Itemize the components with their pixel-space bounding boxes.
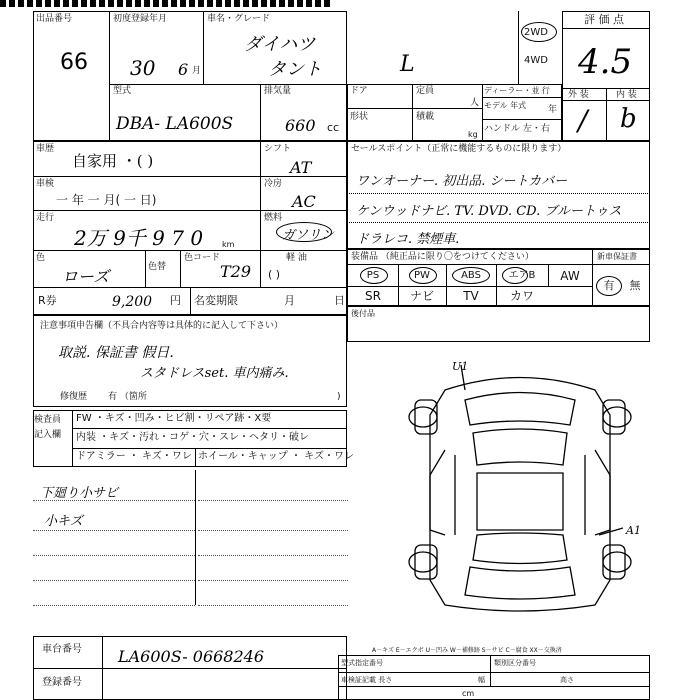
light-oil-label: 軽 油 [286, 253, 307, 263]
color-code-label: 色コード [184, 253, 221, 263]
shift-label: シフト [264, 144, 292, 154]
warranty-label: 新車保証書 [597, 252, 637, 261]
sales-line2: ケンウッドナビ. TV. DVD. CD. ブルートゥス [356, 204, 622, 219]
interior-value: b [620, 104, 637, 134]
inspection-value: 一 年 一 月( 一 日) [56, 193, 157, 207]
equip-tv: TV [463, 289, 479, 303]
inspection-label: 車検 [36, 179, 55, 189]
inspector-label2: 記入欄 [34, 430, 62, 440]
score-label: 評 価 点 [584, 13, 624, 26]
equipment-label: 装備品 （純正品に限り〇をつけてください） [351, 252, 534, 262]
aftermarket-label: 後付品 [351, 309, 375, 318]
light-oil-value: ( ) [268, 268, 281, 281]
interior-label: 内 装 [616, 90, 637, 100]
mileage-value: 2万 9千 9 7 0 [74, 226, 204, 250]
equip-abs: ABS [461, 270, 481, 281]
repair-close: ) [337, 392, 341, 402]
color-change-label: 色替 [148, 262, 167, 272]
capacity-unit: 人 [470, 98, 480, 108]
equip-leather: カワ [509, 289, 534, 303]
chassis-value: LA600S- 0668246 [118, 647, 265, 666]
diagram-mark-top: U1 [452, 360, 469, 373]
repair-value: 有 （箇所 [108, 392, 147, 402]
model-year-label: モデル 年式 [484, 101, 527, 110]
ac-label: 冷房 [264, 179, 283, 189]
height-label: 高さ [560, 676, 574, 684]
notes-line1: 取説. 保証書 假日. [58, 345, 174, 361]
inspector-label1: 検査員 [34, 415, 62, 425]
model-year-unit: 年 [548, 105, 558, 115]
color-value: ローズ [62, 267, 110, 286]
expiry-month: 月 [284, 294, 295, 307]
drive-2wd: 2WD [524, 27, 548, 38]
maker-value: ダイハツ [244, 34, 316, 55]
lot-label: 出品番号 [36, 14, 73, 24]
chassis-label: 車台番号 [42, 644, 82, 655]
capacity-label: 定員 [416, 86, 435, 96]
recycle-label: R券 [38, 294, 57, 307]
recycle-value: 9,200 [112, 294, 153, 310]
load-label: 積載 [416, 112, 435, 122]
repair-label: 修復歴 [60, 392, 88, 402]
expiry-day: 日 [334, 294, 345, 307]
km-unit: km [222, 240, 235, 249]
equip-sr: SR [365, 289, 381, 303]
drive-4wd: 4WD [524, 55, 548, 66]
month-unit: 月 [192, 66, 202, 76]
fuel-value: ガソリン [282, 228, 335, 243]
exterior-value: / [578, 104, 588, 137]
mileage-label: 走行 [36, 213, 55, 223]
fuel-label: 燃料 [264, 213, 283, 223]
door-label: ドア [350, 86, 368, 96]
first-reg-label: 初度登録年月 [113, 14, 168, 24]
first-reg-year: 30 [130, 56, 156, 80]
warranty-no: 無 [629, 279, 641, 292]
sales-line3: ドラレコ. 禁煙車. [356, 232, 460, 247]
dealer-label: ディーラー・並 行 [484, 86, 550, 95]
sales-line1: ワンオーナー. 初出品. シートカバー [356, 174, 568, 189]
diagram-mark-right: A1 [626, 524, 641, 537]
aftermarket-block [347, 306, 650, 342]
equip-pw: PW [414, 270, 430, 281]
width-label: 幅 [478, 676, 485, 684]
car-diagram [395, 355, 645, 625]
color-code-value: T29 [220, 262, 252, 281]
yen-unit: 円 [170, 294, 181, 307]
inspector-fw-row: FW ・キズ・凹み・ヒビ割・リペア跡・X要 [76, 413, 272, 424]
class-label: 類別区分番号 [494, 659, 536, 667]
handle-label: ハンドル 左・右 [484, 124, 550, 134]
equip-airbag: エアB [508, 270, 536, 281]
lot-number: 66 [60, 50, 88, 75]
grade-value: L [400, 52, 415, 77]
usage-value: 自家用 ・( ) [72, 152, 154, 170]
shift-value: AT [290, 158, 312, 177]
warranty-yes: 有 [603, 279, 615, 292]
form-label: 型式指定番号 [341, 659, 383, 667]
inspector-interior-row: 内装 ・キズ・汚れ・コゲ・穴・スレ・ヘタリ・破レ [76, 432, 309, 443]
equip-ps: PS [366, 270, 380, 281]
size-label: 車検証記載 長さ [341, 676, 393, 684]
ac-value: AC [292, 192, 316, 211]
load-unit: kg [468, 130, 478, 139]
displacement-value: 660 [285, 116, 316, 135]
expiry-label: 名変期限 [194, 294, 238, 307]
inspector-hand1: 下廻り小サビ [40, 486, 119, 501]
model-value: タント [268, 59, 322, 80]
inspector-hand2: 小キズ [44, 514, 83, 529]
unit-cm: cm [462, 689, 475, 698]
type-label: 型式 [113, 86, 132, 96]
banner-fragment [0, 0, 330, 7]
notes-label: 注意事項申告欄（不具合内容等は具体的に記入して下さい） [40, 321, 284, 331]
shape-label: 形状 [350, 112, 369, 122]
damage-legend: A－キズ E－エクボ U－凹み W－補修跡 S－サビ C－腐食 XX－交換済 [372, 647, 562, 654]
cc-unit: cc [327, 121, 340, 134]
score-value: 4.5 [578, 42, 633, 82]
maker-label: 車名・グレード [207, 14, 271, 24]
equip-aw: AW [560, 269, 580, 283]
exterior-label: 外 装 [568, 90, 589, 100]
color-label: 色 [36, 253, 46, 263]
sales-label: セールスポイント（正常に機能するものに限ります） [351, 144, 567, 154]
type-value: DBA- LA600S [116, 114, 234, 134]
first-reg-month: 6 [178, 60, 189, 79]
reg-label: 登録番号 [42, 677, 82, 688]
equip-navi: ナビ [409, 289, 434, 303]
inspector-wheel: ホイール・キャップ ・ キズ・ワレ [198, 451, 354, 462]
notes-line2: スタドレスset. 車内痛み. [140, 366, 289, 381]
usage-label: 車歴 [36, 144, 55, 154]
inspector-mirror: ドアミラー ・ キズ・ワレ [76, 451, 192, 462]
displacement-label: 排気量 [264, 86, 292, 96]
